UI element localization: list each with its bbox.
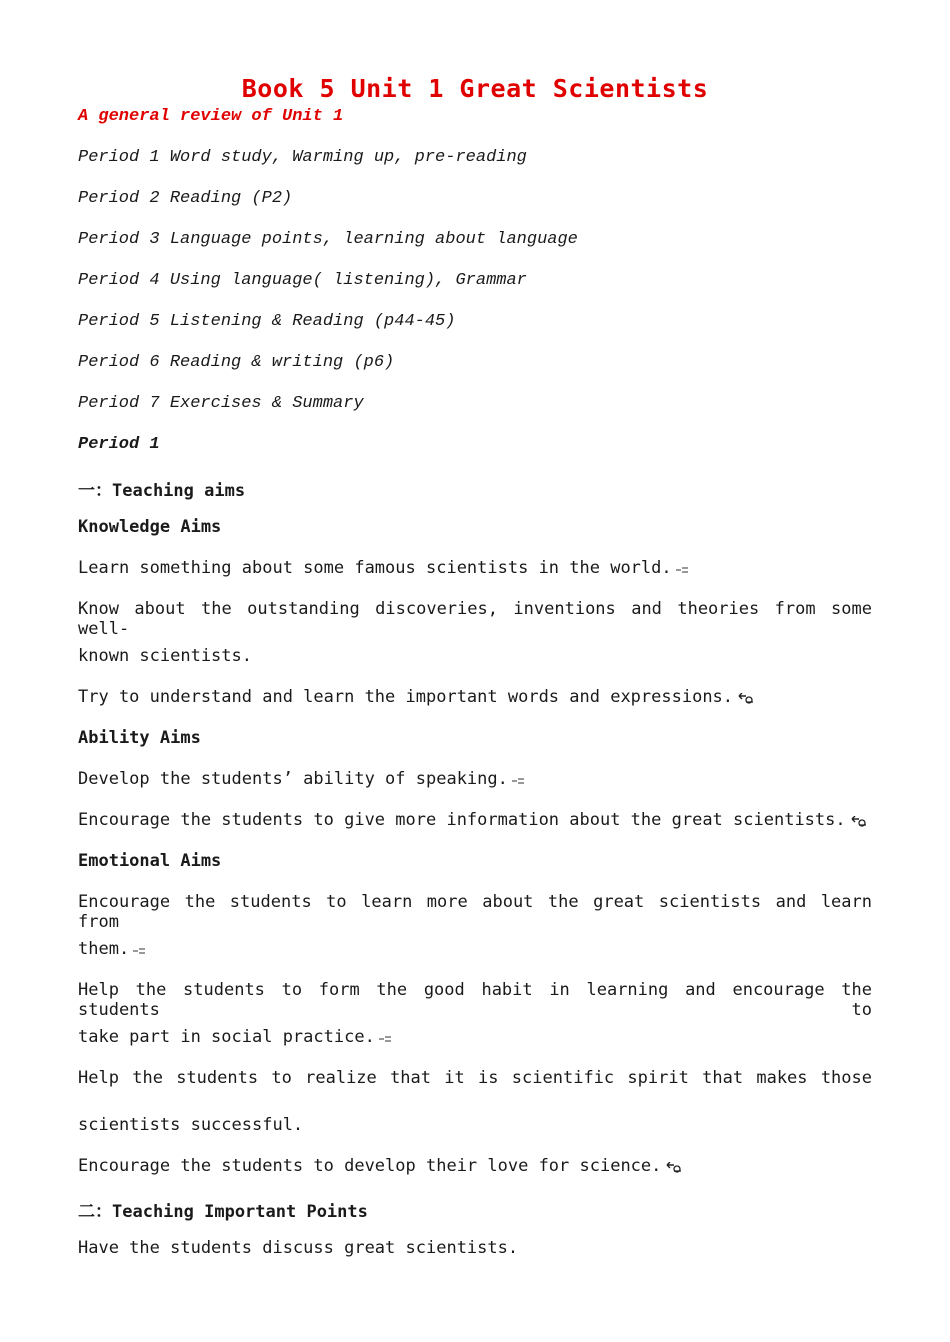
period-item: Period 2 Reading (P2)	[78, 189, 293, 208]
emotional-line: scientists successful.	[78, 1115, 304, 1135]
period-item: Period 3 Language points, learning about language	[78, 230, 578, 249]
knowledge-aims-heading: Knowledge Aims	[78, 517, 222, 537]
section-heading-important-points: 二：Teaching Important Points	[78, 1202, 368, 1222]
review-heading: A general review of Unit 1	[78, 107, 344, 126]
emotional-line: Help the students to realize that it is scientific spirit that makes those	[78, 1068, 872, 1088]
ability-aims-heading: Ability Aims	[78, 728, 201, 748]
paragraph-mark-icon	[133, 943, 145, 957]
period-item: Period 1 Word study, Warming up, pre-reading	[78, 148, 527, 167]
paragraph-mark-icon	[512, 773, 524, 787]
knowledge-line: Try to understand and learn the important words and expressions.	[78, 687, 755, 707]
period1-heading: Period 1	[78, 435, 160, 454]
section-heading-teaching-aims: 一：Teaching aims	[78, 481, 246, 501]
emotional-aims-heading: Emotional Aims	[78, 851, 222, 871]
paragraph-mark-icon	[379, 1031, 391, 1045]
knowledge-line: Know about the outstanding discoveries, inventions and theories from some well-	[78, 599, 872, 639]
return-mark-icon	[737, 691, 755, 705]
emotional-line: Help the students to form the good habit in learning and encourage the students to	[78, 980, 872, 1020]
period-item: Period 4 Using language( listening), Grammar	[78, 271, 527, 290]
return-mark-icon	[850, 814, 868, 828]
emotional-line: take part in social practice.	[78, 1027, 391, 1047]
knowledge-line: known scientists.	[78, 646, 252, 666]
return-mark-icon	[665, 1160, 683, 1174]
knowledge-line: Learn something about some famous scientists in the world.	[78, 558, 688, 578]
period-item: Period 7 Exercises & Summary	[78, 394, 364, 413]
emotional-line: them.	[78, 939, 145, 959]
period-item: Period 5 Listening & Reading (p44-45)	[78, 312, 456, 331]
ability-line: Encourage the students to give more information about the great scientists.	[78, 810, 868, 830]
paragraph-mark-icon	[676, 562, 688, 576]
important-points-line: Have the students discuss great scientists.	[78, 1238, 519, 1258]
emotional-line: Encourage the students to develop their love for science.	[78, 1156, 683, 1176]
page-title: Book 5 Unit 1 Great Scientists	[241, 74, 709, 103]
period-item: Period 6 Reading & writing (p6)	[78, 353, 395, 372]
ability-line: Develop the students’ ability of speaking.	[78, 769, 524, 789]
emotional-line: Encourage the students to learn more about the great scientists and learn from	[78, 892, 872, 932]
